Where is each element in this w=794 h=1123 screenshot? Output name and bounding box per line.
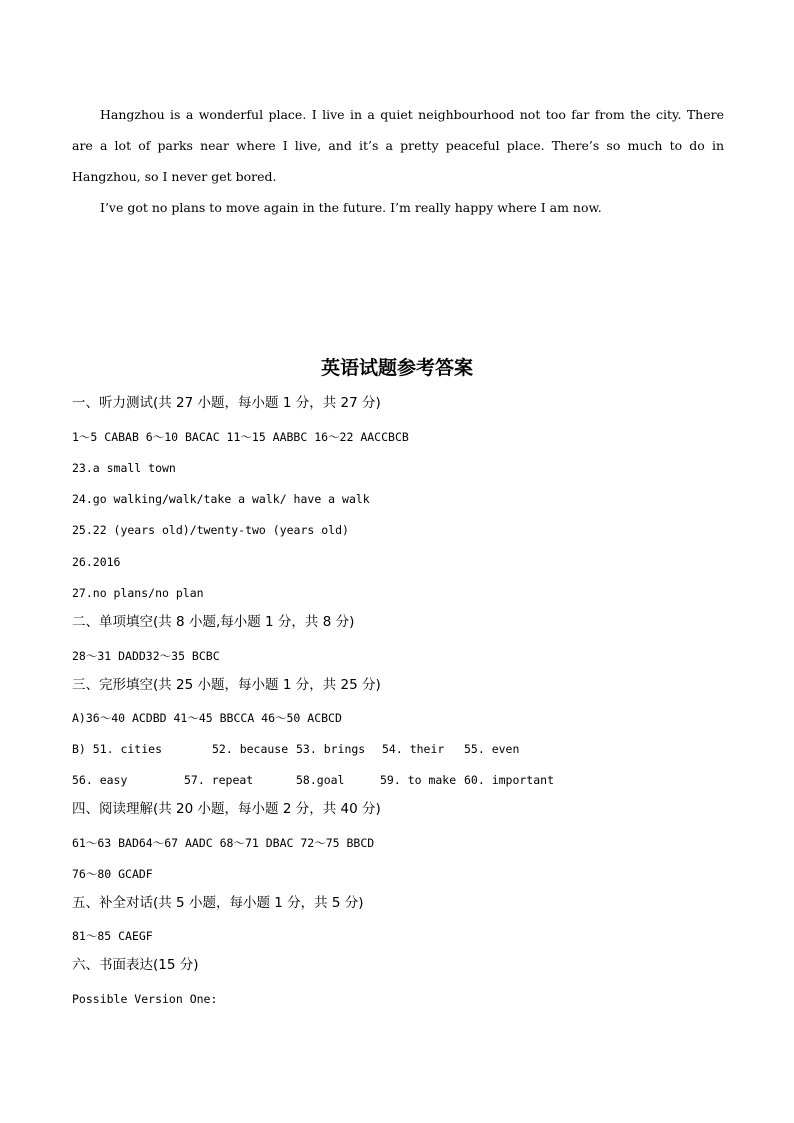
answer-55: 55. even bbox=[464, 742, 520, 756]
answer-57: 57. repeat bbox=[184, 773, 254, 787]
section-4-answers-61-75: 61～63 BAD64～67 AADC 68～71 DBAC 72～75 BBCD bbox=[72, 836, 375, 850]
section-1-answers-1-22: 1～5 CABAB 6～10 BACAC 11～15 AABBC 16～22 AACCBCB bbox=[72, 430, 409, 444]
answer-52: 52. because bbox=[212, 742, 289, 756]
answer-27: 27.no plans/no plan bbox=[72, 586, 204, 600]
section-6-possible-version: Possible Version One: bbox=[72, 992, 218, 1006]
answer-60: 60. important bbox=[464, 773, 555, 787]
answer-23: 23.a small town bbox=[72, 461, 176, 475]
answer-56: 56. easy bbox=[72, 773, 128, 787]
answer-25: 25.22 (years old)/twenty-two (years old) bbox=[72, 523, 349, 537]
section-3-part-a-answers: A)36～40 ACDBD 41～45 BBCCA 46～50 ACBCD bbox=[72, 711, 342, 725]
section-3-part-b-row-2 bbox=[72, 771, 672, 789]
section-5-answers: 81～85 CAEGF bbox=[72, 929, 153, 943]
answer-53: 53. brings bbox=[296, 742, 366, 756]
section-2-heading: 二、单项填空(共 8 小题,每小题 1 分，共 8 分) bbox=[72, 614, 355, 630]
answer-59: 59. to make bbox=[380, 773, 457, 787]
answer-54: 54. their bbox=[382, 742, 445, 756]
section-3-part-b-row-1 bbox=[72, 740, 672, 758]
section-1-heading: 一、听力测试(共 27 小题，每小题 1 分，共 27 分) bbox=[72, 395, 381, 411]
answer-58: 58.goal bbox=[296, 773, 345, 787]
section-4-heading: 四、阅读理解(共 20 小题，每小题 2 分，共 40 分) bbox=[72, 801, 381, 817]
answer-26: 26.2016 bbox=[72, 555, 121, 569]
answer-24: 24.go walking/walk/take a walk/ have a walk bbox=[72, 492, 370, 506]
answer-key-title: 英语试题参考答案 bbox=[320, 357, 473, 379]
section-2-answers: 28～31 DADD32～35 BCBC bbox=[72, 649, 220, 663]
section-3-heading: 三、完形填空(共 25 小题，每小题 1 分，共 25 分) bbox=[72, 677, 381, 693]
answer-51: B) 51. cities bbox=[72, 742, 163, 756]
section-4-answers-76-80: 76～80 GCADF bbox=[72, 867, 153, 881]
section-6-heading: 六、书面表达(15 分) bbox=[72, 957, 199, 973]
passage-paragraph-2: I’ve got no plans to move again in the future. I’m really happy where I am now. bbox=[100, 200, 602, 215]
passage-paragraph-1: Hangzhou is a wonderful place. I live in a quiet neighbourhood not too far from the city. There are a lot of parks near where I live, and it’s a pretty peaceful place. There’s so much to do in Hangzhou, so I never get bored. bbox=[72, 107, 724, 184]
section-5-heading: 五、补全对话(共 5 小题，每小题 1 分，共 5 分) bbox=[72, 895, 364, 911]
